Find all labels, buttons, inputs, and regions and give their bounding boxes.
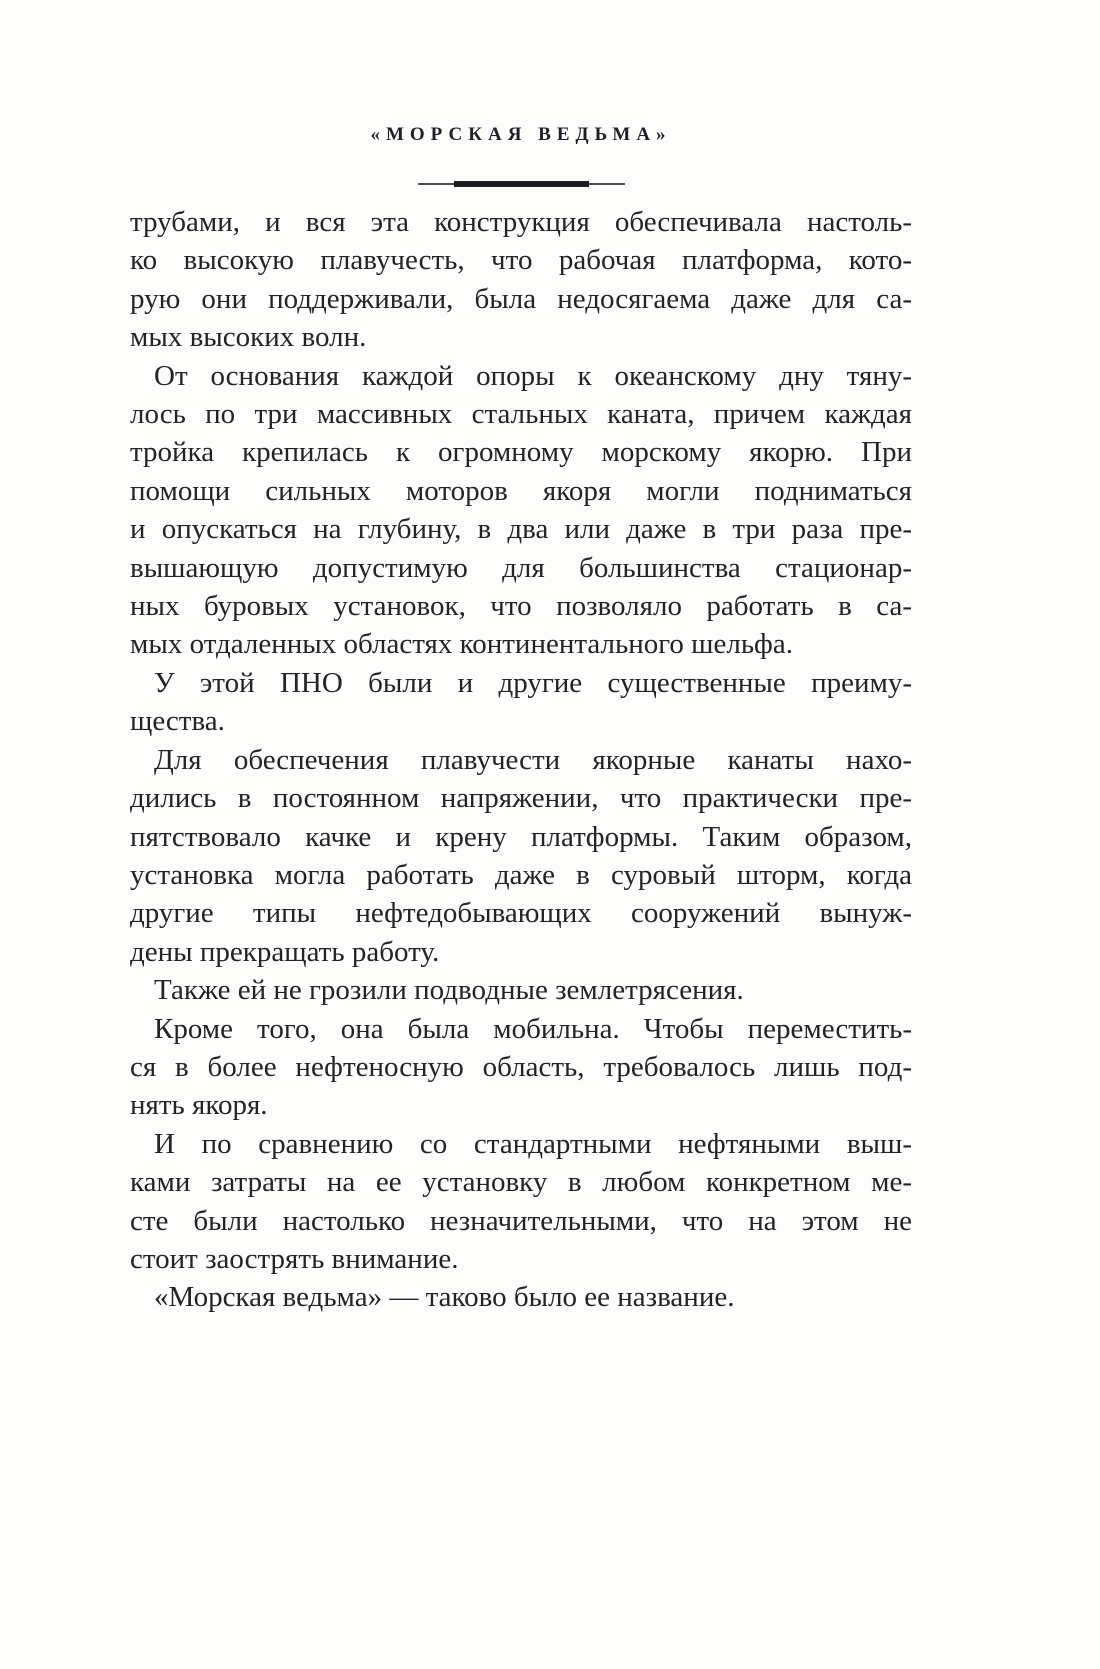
- paragraph: [130, 1010, 912, 1125]
- text-line: ко высокую плавучесть, что рабочая платформа, кото-: [130, 244, 912, 277]
- text-line: ками затраты на ее установку в любом конкретном ме-: [130, 1166, 912, 1199]
- text-line: рую они поддерживали, была недосягаема даже для са-: [130, 282, 912, 315]
- page-title: «МОРСКАЯ ВЕДЬМА»: [370, 124, 672, 145]
- paragraph: [130, 971, 912, 1009]
- text-line: И по сравнению со стандартными нефтяными выш-: [154, 1127, 912, 1160]
- paragraph: [130, 1125, 912, 1279]
- text-line: лось по три массивных стальных каната, причем каждая: [130, 398, 912, 431]
- body-text: [130, 203, 912, 1317]
- text-line: другие типы нефтедобывающих сооружений вынуж-: [130, 897, 912, 930]
- text-line: ных буровых установок, что позволяло работать в са-: [130, 590, 912, 623]
- text-line: вышающую допустимую для большинства стационар-: [130, 551, 912, 584]
- text-line: и опускаться на глубину, в два или даже в три раза пре-: [130, 513, 912, 546]
- text-line: Также ей не грозили подводные землетрясения.: [154, 974, 744, 1007]
- text-line: установка могла работать даже в суровый шторм, когда: [130, 858, 912, 891]
- text-line: Для обеспечения плавучести якорные канаты нахо-: [154, 743, 912, 776]
- paragraph: [130, 664, 912, 741]
- text-line: нять якоря.: [130, 1089, 268, 1122]
- text-line: ся в более нефтеносную область, требовалось лишь под-: [130, 1050, 912, 1083]
- text-line: дились в постоянном напряжении, что практически пре-: [130, 782, 912, 815]
- divider-rule: [418, 180, 625, 188]
- text-line: пятствовало качке и крену платформы. Таким образом,: [130, 820, 912, 853]
- divider-thick-bar: [454, 181, 589, 187]
- page-header: [130, 122, 912, 188]
- text-line: Кроме того, она была мобильна. Чтобы переместить-: [154, 1012, 912, 1045]
- text-line: От основания каждой опоры к океанскому дну тяну-: [154, 359, 912, 392]
- paragraph: [130, 357, 912, 664]
- paragraph: [130, 741, 912, 971]
- paragraph: [130, 1278, 912, 1316]
- text-line: щества.: [130, 705, 225, 738]
- text-line: помощи сильных моторов якоря могли подниматься: [130, 474, 912, 507]
- text-line: мых отдаленных областях континентального шельфа.: [130, 628, 793, 661]
- text-line: трубами, и вся эта конструкция обеспечивала настоль-: [130, 206, 912, 238]
- text-line: стоит заострять внимание.: [130, 1242, 459, 1275]
- text-line: тройка крепилась к огромному морскому якорю. При: [130, 436, 912, 469]
- paragraph: [130, 203, 912, 357]
- text-line: У этой ПНО были и другие существенные преиму-: [154, 666, 912, 699]
- text-line: дены прекращать работу.: [130, 935, 440, 968]
- text-line: сте были настолько незначительными, что на этом не: [130, 1204, 912, 1237]
- text-line: мых высоких волн.: [130, 321, 367, 354]
- text-line: «Морская ведьма» — таково было ее название.: [154, 1281, 735, 1314]
